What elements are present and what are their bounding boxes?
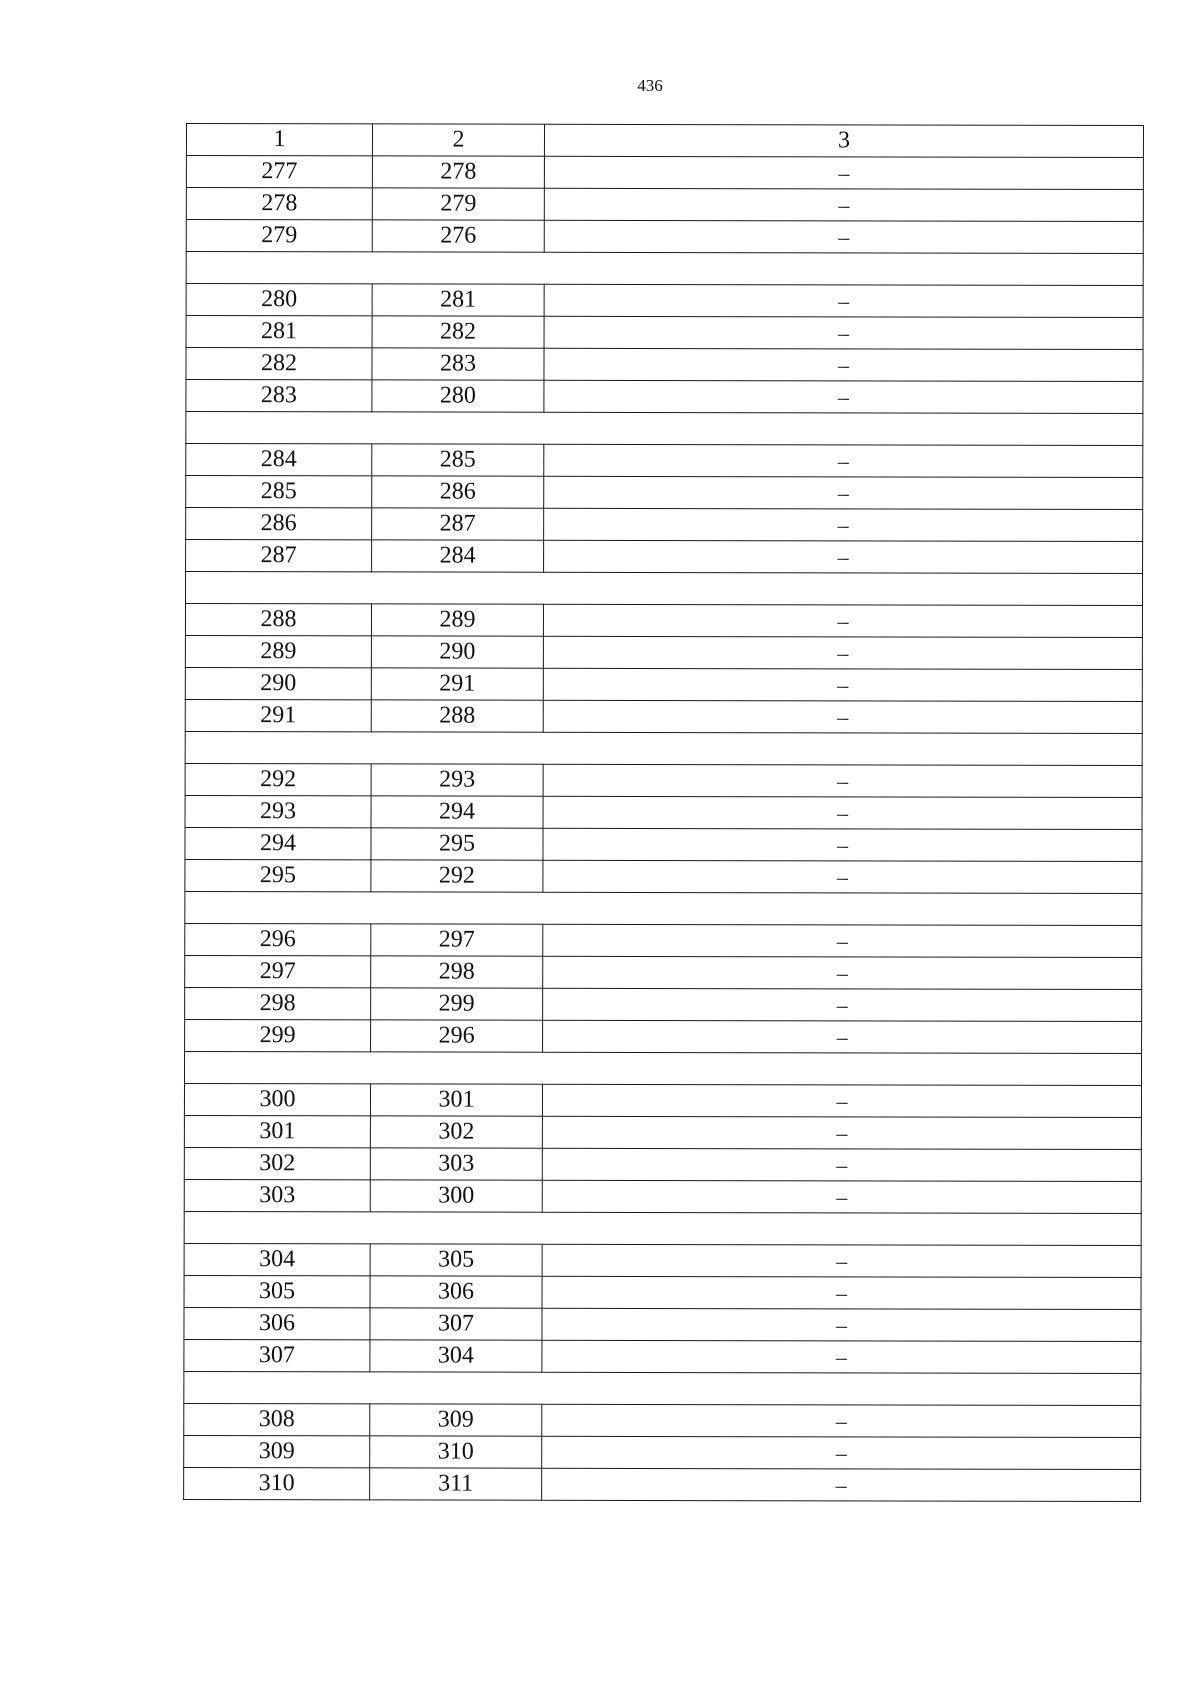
table-row <box>186 380 1143 414</box>
separator-row <box>184 1371 1141 1405</box>
table-cell-col-1: 304 <box>184 1243 370 1275</box>
table-cell-col-1: 303 <box>184 1179 370 1211</box>
separator-cell <box>185 891 1142 925</box>
table-cell-col-3: – <box>543 764 1142 797</box>
table-row <box>185 604 1142 638</box>
table-cell-col-3: – <box>544 444 1143 477</box>
table-cell-col-2: 285 <box>372 444 544 476</box>
header-row <box>186 124 1143 158</box>
table-cell-col-1: 297 <box>185 955 371 987</box>
table-cell-col-2: 283 <box>372 348 544 380</box>
table-cell-col-2: 294 <box>371 796 543 828</box>
table-cell-col-2: 311 <box>370 1468 542 1500</box>
table-cell-col-3: – <box>544 380 1143 413</box>
table-cell-col-3: – <box>543 924 1142 957</box>
separator-row <box>184 1211 1141 1245</box>
separator-row <box>186 252 1143 286</box>
separator-row <box>186 412 1143 446</box>
table-row <box>184 1179 1141 1213</box>
table-cell-col-2: 292 <box>371 860 543 892</box>
table-cell-col-1: 298 <box>185 987 371 1019</box>
table-cell-col-3: – <box>542 1436 1141 1469</box>
table-cell-col-1: 307 <box>184 1339 370 1371</box>
table-cell-col-2: 299 <box>371 988 543 1020</box>
table-cell-col-3: – <box>543 828 1142 861</box>
table-cell-col-3: – <box>544 316 1143 349</box>
table-row <box>185 955 1142 989</box>
table-cell-col-1: 281 <box>186 316 372 348</box>
table-cell-col-2: 293 <box>371 764 543 796</box>
table-cell-col-1: 277 <box>186 156 372 188</box>
table-row <box>186 156 1143 190</box>
table-cell-col-1: 299 <box>185 1019 371 1051</box>
table-cell-col-2: 287 <box>372 508 544 540</box>
table-cell-col-1: 291 <box>185 699 371 731</box>
table-cell-col-1: 301 <box>184 1115 370 1147</box>
table-cell-col-1: 278 <box>186 188 372 220</box>
table-row <box>185 635 1142 669</box>
table-cell-col-3: – <box>542 1148 1141 1181</box>
table-row <box>184 1307 1141 1341</box>
table-cell-col-1: 286 <box>186 508 372 540</box>
table-cell-col-1: 289 <box>185 635 371 667</box>
table-row <box>184 1403 1141 1437</box>
separator-cell <box>185 731 1142 765</box>
table-cell-col-3: – <box>543 796 1142 829</box>
table-cell-col-1: 279 <box>186 220 372 252</box>
separator-cell <box>184 1371 1141 1405</box>
table-row <box>184 1083 1141 1117</box>
table-row <box>185 827 1142 861</box>
table-cell-col-2: 291 <box>371 668 543 700</box>
table-cell-col-3: – <box>542 1340 1141 1373</box>
table-cell-col-1: 284 <box>186 444 372 476</box>
table-cell-col-1: 285 <box>186 476 372 508</box>
table-row <box>184 1115 1141 1149</box>
header-cell-3: 3 <box>544 124 1143 157</box>
table-row <box>186 188 1143 222</box>
table-cell-col-3: – <box>543 668 1142 701</box>
table-cell-col-2: 298 <box>371 956 543 988</box>
table-cell-col-3: – <box>542 1244 1141 1277</box>
table-cell-col-2: 290 <box>371 636 543 668</box>
table-row <box>185 923 1142 957</box>
table-row <box>184 1243 1141 1277</box>
table-body <box>184 124 1144 1502</box>
table-row <box>185 1019 1142 1053</box>
table-cell-col-1: 308 <box>184 1403 370 1435</box>
table-cell-col-2: 279 <box>372 188 544 220</box>
table-row <box>186 316 1143 350</box>
table-cell-col-2: 289 <box>371 604 543 636</box>
table-row <box>184 1435 1141 1469</box>
table-cell-col-2: 281 <box>372 284 544 316</box>
header-cell-2: 2 <box>372 124 544 156</box>
table-cell-col-2: 304 <box>370 1340 542 1372</box>
table-cell-col-2: 310 <box>370 1436 542 1468</box>
table-cell-col-2: 288 <box>371 700 543 732</box>
table-cell-col-2: 300 <box>370 1180 542 1212</box>
table-cell-col-3: – <box>544 508 1143 541</box>
table-cell-col-1: 306 <box>184 1307 370 1339</box>
table-row <box>184 1147 1141 1181</box>
table-cell-col-1: 293 <box>185 795 371 827</box>
table-cell-col-2: 307 <box>370 1308 542 1340</box>
table-cell-col-3: – <box>543 604 1142 637</box>
table-cell-col-3: – <box>544 284 1143 317</box>
table-row <box>185 987 1142 1021</box>
table-cell-col-3: – <box>544 220 1143 253</box>
separator-row <box>185 891 1142 925</box>
table-cell-col-3: – <box>542 1276 1141 1309</box>
table-row <box>186 220 1143 254</box>
table-cell-col-3: – <box>544 540 1143 573</box>
table-cell-col-3: – <box>542 1116 1141 1149</box>
table-cell-col-3: – <box>543 956 1142 989</box>
table-cell-col-1: 302 <box>184 1147 370 1179</box>
table-cell-col-2: 297 <box>371 924 543 956</box>
page-number: 436 <box>637 76 663 95</box>
table-cell-col-1: 294 <box>185 827 371 859</box>
table-cell-col-2: 286 <box>372 476 544 508</box>
table-row <box>186 508 1143 542</box>
separator-cell <box>185 572 1142 606</box>
table-cell-col-2: 303 <box>370 1148 542 1180</box>
header-cell-1: 1 <box>186 124 372 156</box>
table-row <box>184 1275 1141 1309</box>
table-cell-col-1: 283 <box>186 380 372 412</box>
table-cell-col-3: – <box>544 348 1143 381</box>
table-row <box>186 540 1143 574</box>
table-cell-col-2: 284 <box>372 540 544 572</box>
table-row <box>186 444 1143 478</box>
table-cell-col-1: 288 <box>185 604 371 636</box>
separator-cell <box>186 412 1143 446</box>
table-cell-col-1: 282 <box>186 348 372 380</box>
table-cell-col-1: 309 <box>184 1435 370 1467</box>
table-cell-col-3: – <box>542 1084 1141 1117</box>
table-cell-col-1: 292 <box>185 763 371 795</box>
table-cell-col-2: 296 <box>371 1020 543 1052</box>
table-cell-col-3: – <box>543 860 1142 893</box>
table-row <box>186 348 1143 382</box>
table-row <box>185 667 1142 701</box>
table-cell-col-2: 280 <box>372 380 544 412</box>
table-cell-col-3: – <box>542 1308 1141 1341</box>
table-cell-col-3: – <box>543 1020 1142 1053</box>
table-cell-col-3: – <box>544 156 1143 189</box>
separator-cell <box>184 1051 1141 1085</box>
table-cell-col-3: – <box>544 476 1143 509</box>
table-cell-col-1: 290 <box>185 667 371 699</box>
table-cell-col-2: 282 <box>372 316 544 348</box>
separator-cell <box>184 1211 1141 1245</box>
table-cell-col-3: – <box>543 988 1142 1021</box>
table-cell-col-2: 309 <box>370 1404 542 1436</box>
separator-cell <box>186 252 1143 286</box>
table-row <box>185 763 1142 797</box>
table-cell-col-1: 305 <box>184 1275 370 1307</box>
table-cell-col-2: 305 <box>370 1244 542 1276</box>
table-cell-col-2: 295 <box>371 828 543 860</box>
table-cell-col-3: – <box>542 1180 1141 1213</box>
table-row <box>185 795 1142 829</box>
table-cell-col-1: 296 <box>185 923 371 955</box>
table-row <box>184 1467 1141 1501</box>
table-cell-col-1: 310 <box>184 1467 370 1499</box>
table-cell-col-1: 295 <box>185 859 371 891</box>
table-row <box>185 859 1142 893</box>
table-cell-col-3: – <box>542 1404 1141 1437</box>
table-row <box>186 476 1143 510</box>
table-cell-col-2: 302 <box>370 1116 542 1148</box>
table-row <box>185 699 1142 733</box>
table-cell-col-2: 276 <box>372 220 544 252</box>
table-cell-col-3: – <box>544 188 1143 221</box>
separator-row <box>185 572 1142 606</box>
table-cell-col-3: – <box>543 636 1142 669</box>
separator-row <box>184 1051 1141 1085</box>
table-row <box>186 284 1143 318</box>
table-cell-col-1: 280 <box>186 284 372 316</box>
separator-row <box>185 731 1142 765</box>
data-table <box>183 123 1144 1502</box>
table-cell-col-3: – <box>542 1468 1141 1501</box>
table-cell-col-1: 287 <box>186 540 372 572</box>
table-row <box>184 1339 1141 1373</box>
table-cell-col-2: 306 <box>370 1276 542 1308</box>
table-cell-col-2: 301 <box>370 1084 542 1116</box>
table-cell-col-2: 278 <box>372 156 544 188</box>
table-cell-col-1: 300 <box>184 1083 370 1115</box>
table-cell-col-3: – <box>543 700 1142 733</box>
